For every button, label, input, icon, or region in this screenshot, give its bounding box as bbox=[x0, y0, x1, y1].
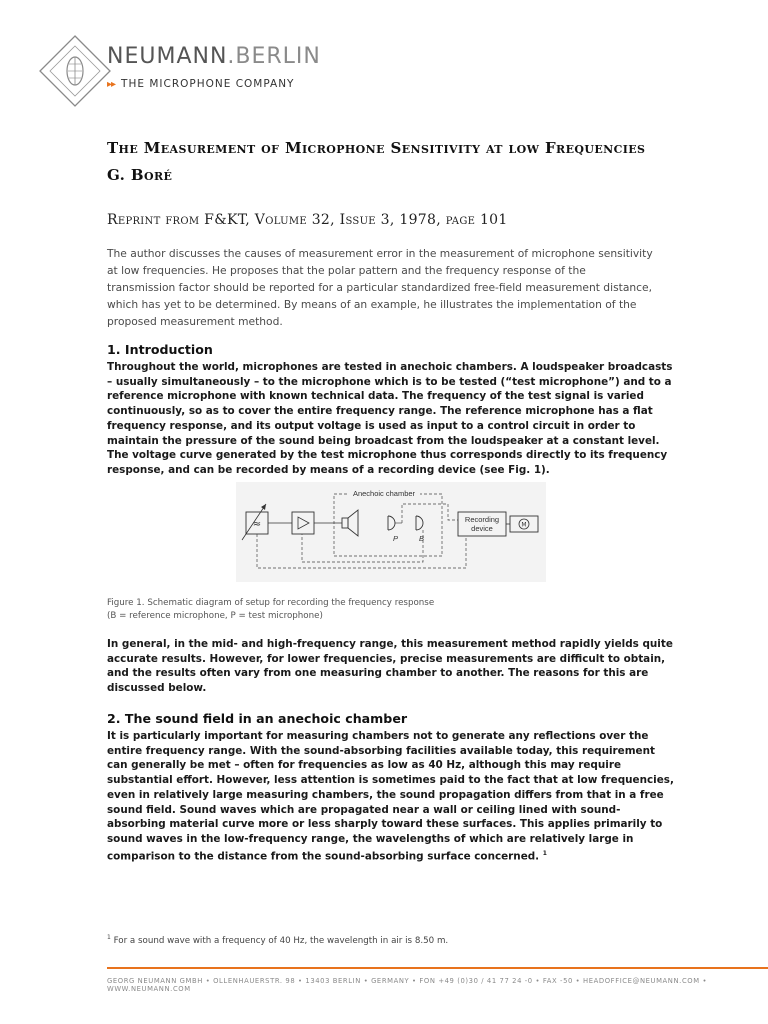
brand-wordmark bbox=[107, 44, 321, 69]
neumann-logo-icon bbox=[38, 34, 112, 108]
tagline-text: THE MICROPHONE COMPANY bbox=[121, 78, 295, 90]
section-2-heading: 2. The sound field in an anechoic chamber bbox=[107, 711, 408, 726]
brand-tagline bbox=[107, 78, 294, 90]
figure-recording-label-2: device bbox=[471, 524, 493, 533]
reprint-info: Reprint from F&KT, Volume 32, Issue 3, 1978, page 101 bbox=[107, 212, 508, 228]
section-2-text: It is particularly important for measuring chambers not to generate any reflections over the entire frequency range. With the sound-absorbing facilities available today, this requirement can generally be met – often for frequencies as low as 40 Hz, although this may require substantial effort. However, less attention is sometimes paid to the fact that at low frequencies, even in relatively large measuring chambers, the sound propagation differs from that in a free sound field. Sound waves which are propagated near a wall or ceiling lined with sound-absorbing material curve more or less sharply toward these surfaces. This applies primarily to sound waves in the low-frequency range, the wavelengths of which are relatively large in comparison to the distance from the sound-absorbing surface concerned. bbox=[107, 730, 674, 863]
figure-mic-p-label: P bbox=[393, 534, 399, 543]
footer-divider bbox=[107, 967, 768, 969]
brand-primary: NEUMANN bbox=[107, 44, 228, 69]
footnote-text: For a sound wave with a frequency of 40 Hz, the wavelength in air is 8.50 m. bbox=[113, 935, 449, 946]
section-1-body: Throughout the world, microphones are tested in anechoic chambers. A loudspeaker broadcasts – usually simultaneously – to the microphone which is to be tested (“test microphone”) and to a reference microphone with known technical data. The frequency of the test signal is varied continuously, so as to cover the entire frequency range. The reference microphone has a flat frequency response, and its output voltage is used as input to a control circuit in order to maintain the pressure of the sound being broadcast from the loudspeaker at a constant level. The voltage curve generated by the test microphone thus corresponds directly to its frequency response, and can be recorded by means of a recording device (see Fig. 1). bbox=[107, 361, 673, 476]
double-arrow-icon: ▸▸ bbox=[107, 79, 116, 90]
paper-author: G. Boré bbox=[107, 166, 173, 184]
abstract: The author discusses the causes of measurement error in the measurement of microphone sensitivity at low frequencies. He proposes that the polar pattern and the frequency response of the transmission factor should be reported for a particular standardized free-field measurement distance, which has yet to be determined. By means of an example, he illustrates the implementation of the proposed measurement method. bbox=[107, 247, 653, 328]
paper-title: The Measurement of Microphone Sensitivity at low Frequencies bbox=[107, 139, 646, 157]
brand-secondary: .BERLIN bbox=[227, 44, 321, 69]
footnote bbox=[107, 934, 448, 946]
footer-address: GEORG NEUMANN GMBH • OLLENHAUERSTR. 98 • 13403 BERLIN • GERMANY • FON +49 (0)30 / 41 77 24 -0 • FAX -50 • HEADOFFICE@NEUMANN.COM • WWW.NEUMANN.COM bbox=[107, 977, 708, 993]
footnote-marker: 1 bbox=[107, 934, 111, 941]
figure-caption-line-1: Figure 1. Schematic diagram of setup for recording the frequency response bbox=[107, 598, 435, 608]
figure-motor-label: M bbox=[521, 521, 527, 529]
figure-caption-line-2: (B = reference microphone, P = test microphone) bbox=[107, 610, 323, 621]
figure-1-caption bbox=[107, 597, 434, 622]
figure-recording-label-1: Recording bbox=[464, 515, 500, 524]
figure-mic-b-label: B bbox=[419, 534, 425, 543]
svg-text:≈: ≈ bbox=[252, 519, 262, 530]
figure-chamber-label: Anechoic chamber bbox=[352, 489, 416, 498]
footnote-ref: 1 bbox=[542, 849, 547, 857]
figure-1-diagram bbox=[236, 482, 546, 582]
section-2-body bbox=[107, 729, 675, 864]
section-1-heading: 1. Introduction bbox=[107, 342, 213, 357]
section-1-conclusion: In general, in the mid- and high-frequency range, this measurement method rapidly yields quite accurate results. However, for lower frequencies, precise measurements are difficult to obtain, and the results often vary from one measuring chamber to another. The reasons for this are discussed below. bbox=[107, 638, 673, 695]
